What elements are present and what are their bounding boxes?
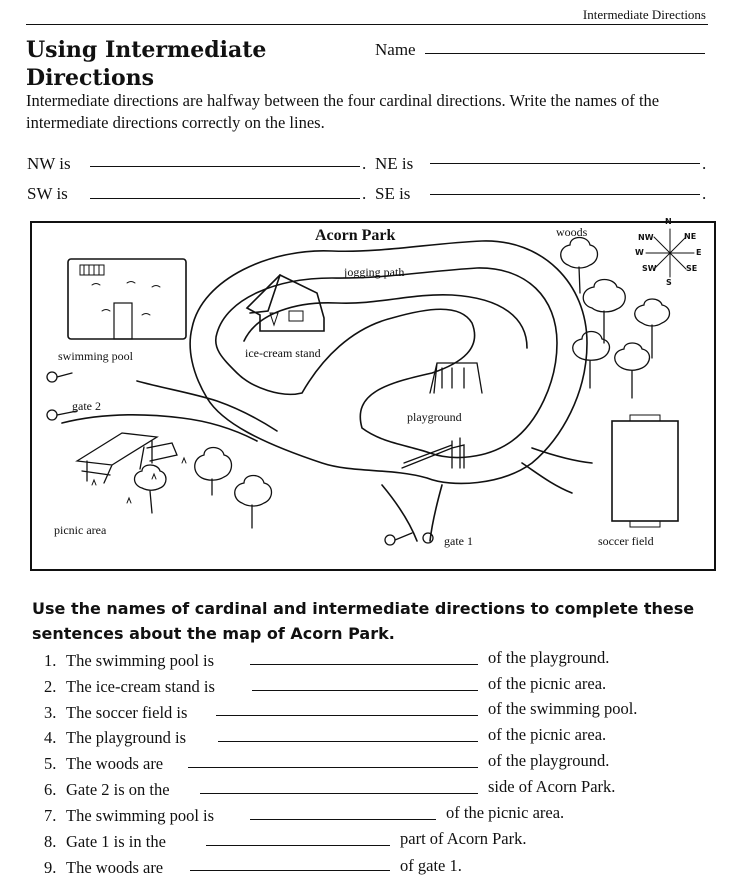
- sentence-8-before: Gate 1 is in the: [66, 832, 166, 851]
- sentence-6-after: side of Acorn Park.: [488, 777, 616, 796]
- compass-n: N: [665, 217, 672, 226]
- path-west-2: [62, 415, 257, 441]
- page-title: [26, 36, 266, 92]
- sentence-9-before: The woods are: [66, 858, 164, 877]
- header-rule: [26, 24, 708, 25]
- sentence-4-before: The playground is: [66, 728, 187, 747]
- sentence-3-answer[interactable]: [216, 715, 478, 716]
- path-west: [137, 381, 277, 431]
- sentence-2-answer[interactable]: [252, 690, 478, 691]
- compass-e: E: [696, 248, 702, 257]
- se-answer-line[interactable]: [430, 194, 700, 195]
- sentence-2-after: of the picnic area.: [488, 674, 607, 693]
- sentence-3-before: The soccer field is: [66, 703, 188, 722]
- gate-1-label: gate 1: [444, 534, 473, 548]
- sentence-7-num: 7.: [44, 806, 57, 825]
- path-east: [522, 463, 572, 493]
- sentence-4-num: 4.: [44, 728, 57, 747]
- woods-trees: [561, 238, 670, 399]
- sentence-6-before: Gate 2 is on the: [66, 780, 170, 799]
- sentence-4-answer[interactable]: [218, 741, 478, 742]
- sentence-4-after: of the picnic area.: [488, 725, 607, 744]
- compass-w: W: [635, 248, 644, 257]
- name-label: Name: [375, 40, 416, 59]
- jogging-path-mid: [244, 295, 527, 348]
- sentence-3-num: 3.: [44, 703, 57, 722]
- running-header: Intermediate Directions: [582, 7, 706, 22]
- sentence-8-after: part of Acorn Park.: [400, 829, 527, 848]
- sentence-2-num: 2.: [44, 677, 57, 696]
- swing-set: [430, 363, 482, 393]
- sentence-7-answer[interactable]: [250, 819, 436, 820]
- name-field[interactable]: [425, 53, 705, 54]
- sentence-5-before: The woods are: [66, 754, 164, 773]
- sentence-1-answer[interactable]: [250, 664, 478, 665]
- slide: [402, 438, 464, 468]
- nw-answer-line[interactable]: [90, 166, 360, 167]
- sentence-5-answer[interactable]: [188, 767, 478, 768]
- se-end: .: [702, 184, 707, 203]
- gate-1-symbols: [385, 533, 433, 545]
- sentence-9-answer[interactable]: [190, 870, 390, 871]
- sw-label: SW is: [27, 184, 68, 203]
- sentence-1-after: of the playground.: [488, 648, 610, 667]
- ne-label: NE is: [375, 154, 414, 173]
- compass-ne: NE: [684, 232, 697, 241]
- compass-s: S: [666, 278, 672, 287]
- woods-label: woods: [556, 225, 588, 239]
- sentence-8-num: 8.: [44, 832, 57, 851]
- acorn-park-map: [30, 217, 716, 571]
- picnic-area-label: picnic area: [54, 523, 107, 537]
- sw-answer-line[interactable]: [90, 198, 360, 199]
- sentence-9-after: of gate 1.: [400, 856, 462, 875]
- sentence-2-before: The ice-cream stand is: [66, 677, 215, 696]
- compass-nw: NW: [638, 233, 654, 242]
- sentence-8-answer[interactable]: [206, 845, 390, 846]
- jogging-path-inner: [216, 268, 557, 457]
- soccer-field-label: soccer field: [598, 534, 654, 548]
- soccer-field-shape: [612, 421, 678, 521]
- picnic-table: [77, 433, 177, 483]
- ice-cream-stand-label: ice-cream stand: [245, 346, 321, 360]
- sw-end: .: [362, 184, 367, 203]
- sentence-7-after: of the picnic area.: [446, 803, 565, 822]
- playground-label: playground: [407, 410, 462, 424]
- swimming-pool-label: swimming pool: [58, 349, 134, 363]
- sentence-6-answer[interactable]: [200, 793, 478, 794]
- title-line-1: Using Intermediate: [26, 37, 267, 63]
- sentence-9-num: 9.: [44, 858, 57, 877]
- se-label: SE is: [375, 184, 411, 203]
- gate-2-label: gate 2: [72, 399, 101, 413]
- sentence-5-after: of the playground.: [488, 751, 610, 770]
- map-title: Acorn Park: [315, 227, 396, 244]
- instructions: Use the names of cardinal and intermediate directions to complete these sentences about the map of Acorn Park.: [32, 599, 695, 643]
- sentence-1-before: The swimming pool is: [66, 651, 215, 670]
- nw-label: NW is: [27, 154, 71, 173]
- sentence-3-after: of the swimming pool.: [488, 699, 638, 718]
- sentence-5-num: 5.: [44, 754, 57, 773]
- compass-sw: SW: [642, 264, 657, 273]
- sentence-1-num: 1.: [44, 651, 57, 670]
- jogging-path-label: jogging path: [344, 265, 405, 279]
- sentence-6-num: 6.: [44, 780, 57, 799]
- title-line-2: Directions: [26, 65, 154, 91]
- nw-end: .: [362, 154, 367, 173]
- intro-text: Intermediate directions are halfway between the four cardinal directions. Write the names of the intermediate directions correctly on the lines.: [26, 91, 660, 132]
- ne-answer-line[interactable]: [430, 163, 700, 164]
- path-south-2: [430, 485, 442, 541]
- sentence-7-before: The swimming pool is: [66, 806, 215, 825]
- swimming-pool-shape: [68, 259, 186, 339]
- compass-se: SE: [686, 264, 698, 273]
- ne-end: .: [702, 154, 707, 173]
